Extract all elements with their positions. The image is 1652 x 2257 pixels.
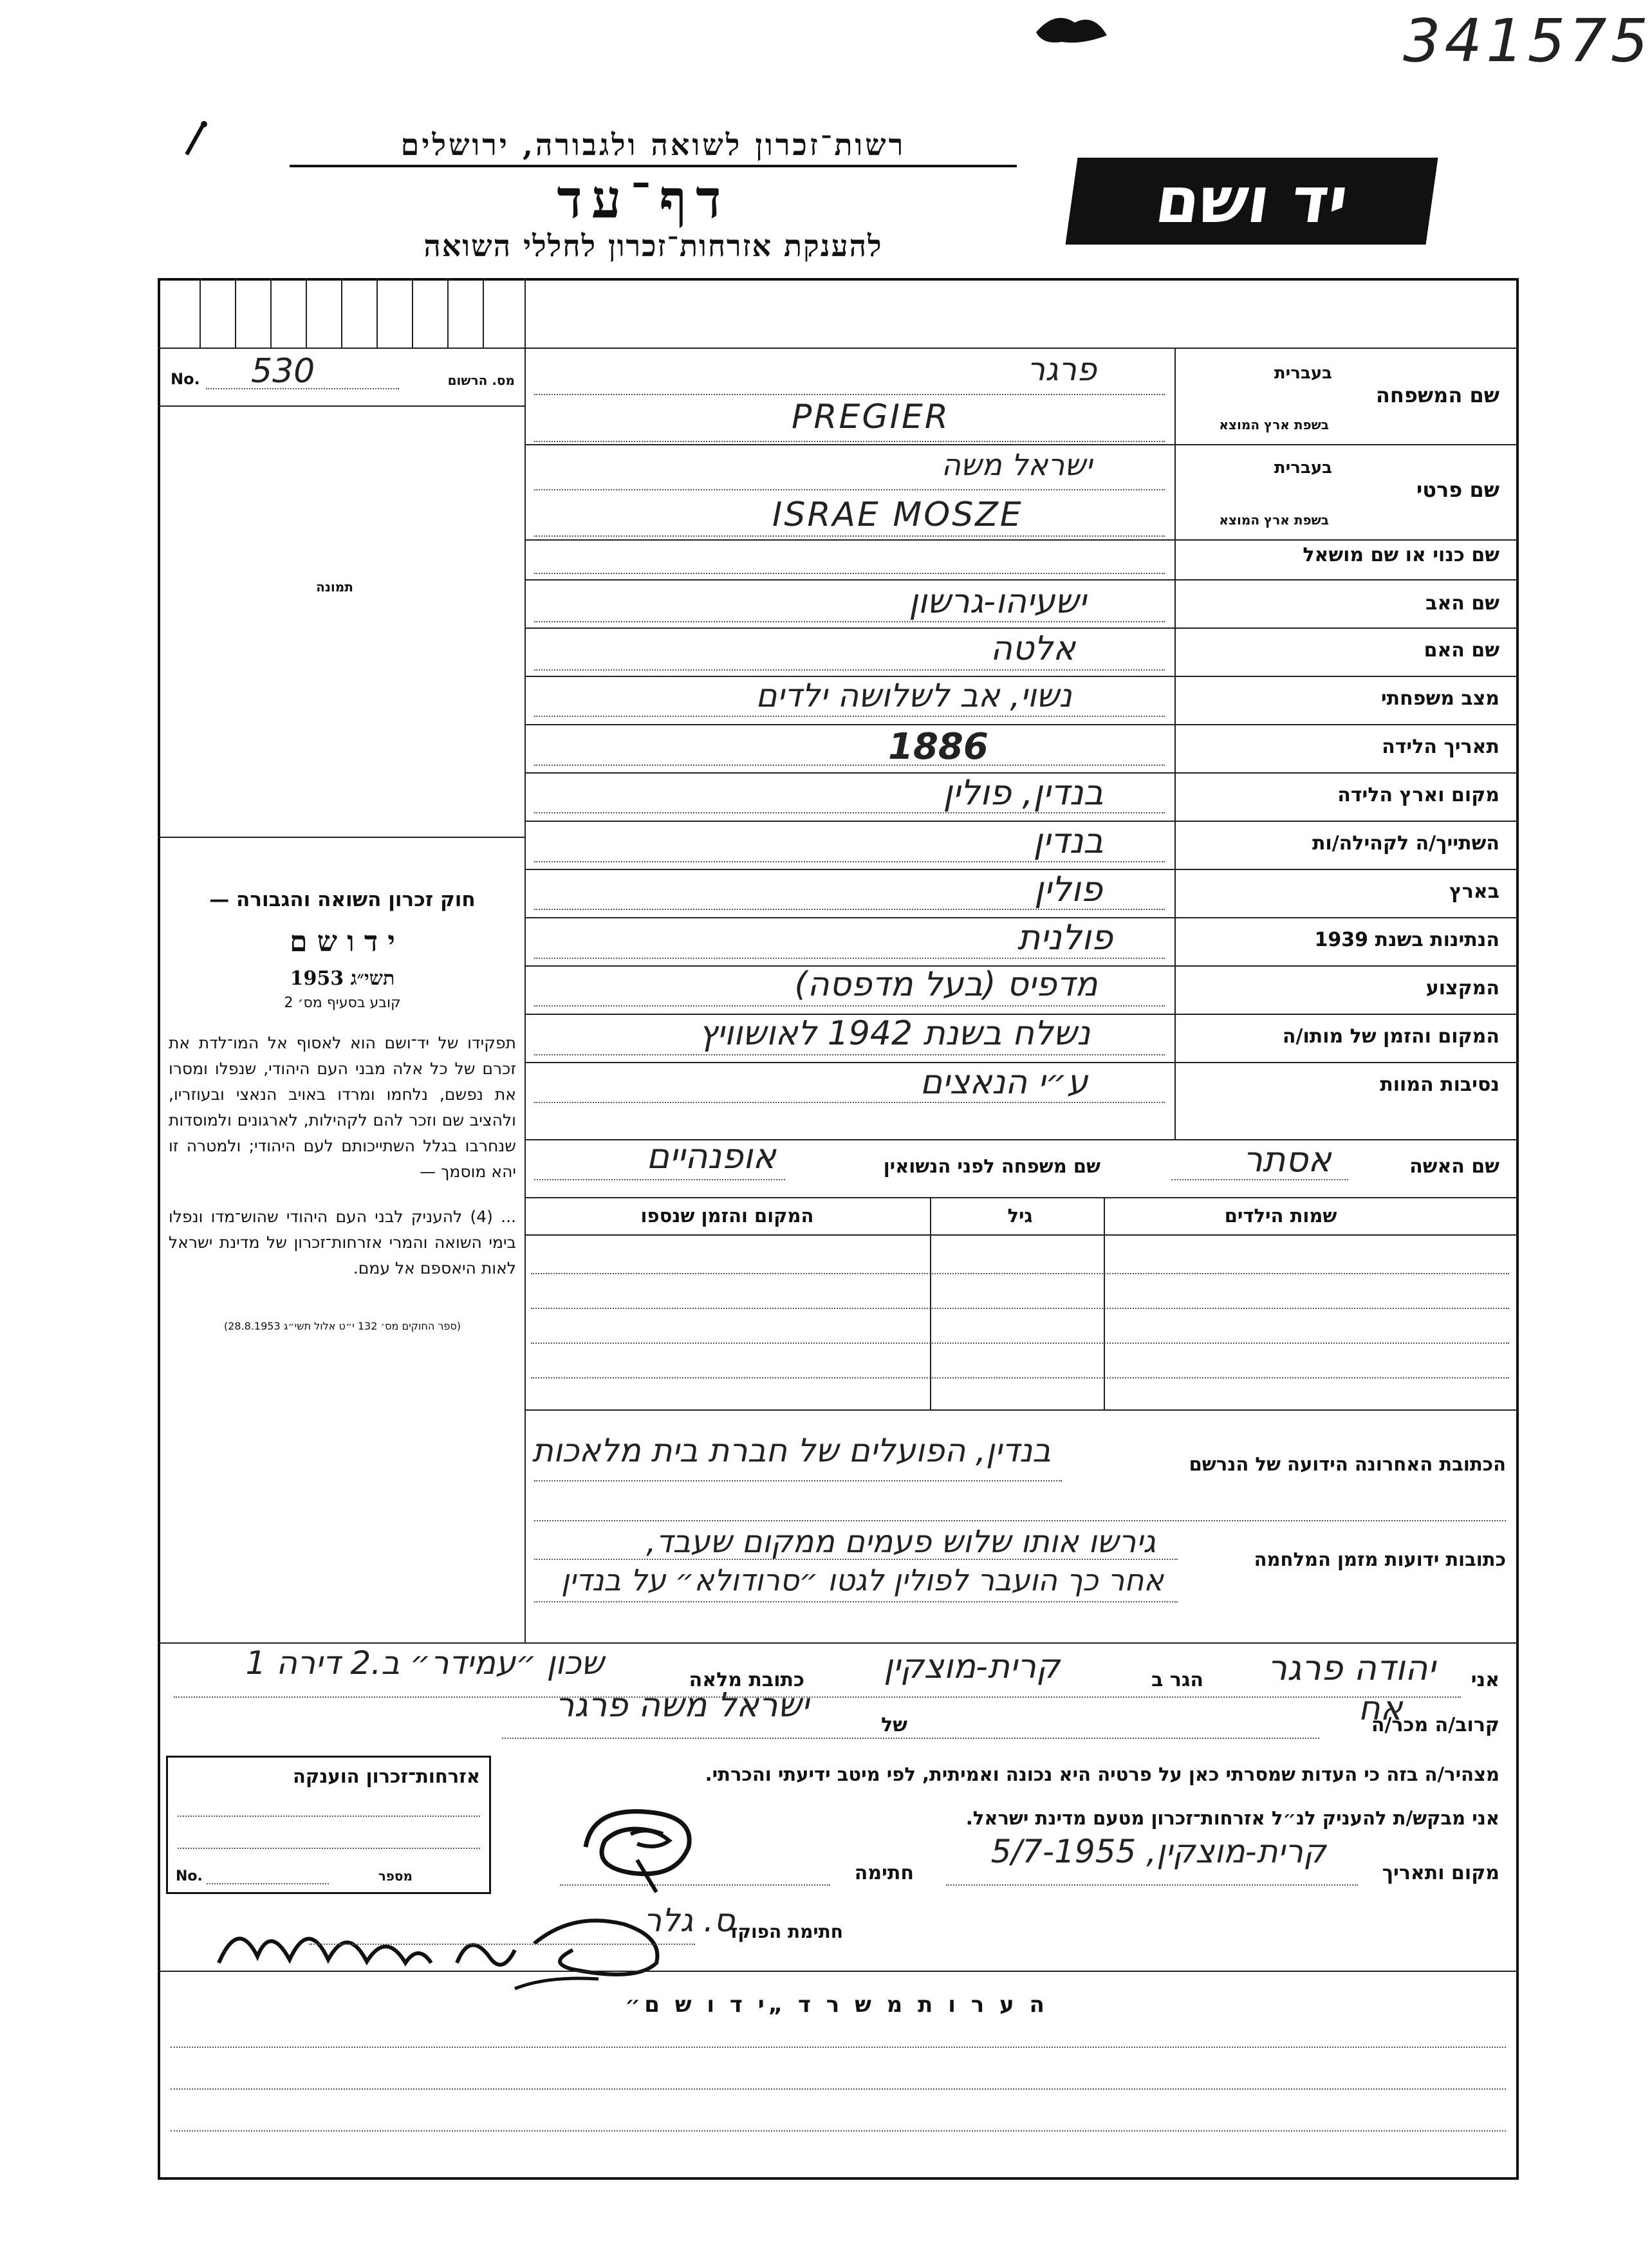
ink-smudge-icon xyxy=(1030,6,1113,54)
address-label: הכתובת האחרונה הידועה של הנרשם xyxy=(1189,1453,1506,1475)
of-value: ישראל משה פרגר xyxy=(555,1686,809,1725)
registration-number: 530 xyxy=(251,352,315,391)
children-header-names: שמות הילדים xyxy=(1224,1205,1337,1227)
surname-hebrew-value: פרגר xyxy=(1026,351,1097,388)
declarant-signature-icon xyxy=(566,1796,721,1901)
community-value: בנדין xyxy=(1033,821,1104,861)
firstname-origin-label: בשפת ארץ המוצא xyxy=(1219,512,1329,528)
of-label: של xyxy=(881,1714,907,1736)
logo-text: יד ושם xyxy=(1151,164,1353,237)
law-year: תשי״ג 1953 xyxy=(290,967,395,990)
profession-value: מדפיס (בעל מדפסה) xyxy=(794,965,1098,1004)
law-name: י ד ו ש ם xyxy=(290,925,395,958)
law-clause: קובע בסעיף מס׳ 2 xyxy=(284,995,401,1011)
birthplace-value: בנדין, פולין xyxy=(943,772,1104,813)
birthdate-label: תאריך הלידה xyxy=(1382,736,1499,758)
registration-label: מס. הרשום xyxy=(447,373,515,388)
declarant-address-label: כתובת מלאה xyxy=(689,1669,804,1691)
citizenship-granted-box xyxy=(166,1756,491,1894)
place-date-label: מקום ותאריך xyxy=(1382,1862,1499,1884)
father-value: ישעיהו-גרשון xyxy=(909,582,1086,621)
death-circumstances-value: ע״י הנאצים xyxy=(920,1063,1088,1102)
firstname-hebrew-value: ישראל משה xyxy=(941,447,1093,482)
wartime-value-1: גירשו אותו שלוש פעמים ממקום שעבד, xyxy=(646,1524,1156,1560)
wartime-label: כתובות ידועות מזמן המלחמה xyxy=(1254,1548,1506,1570)
wife-label: שם האשה xyxy=(1409,1155,1499,1178)
address-value: בנדין, הפועלים של חברת בית מלאכות xyxy=(532,1432,1052,1469)
surname-hebrew-label: בעברית xyxy=(1274,364,1332,383)
children-header-age: גיל xyxy=(1007,1205,1033,1227)
declarant-name: יהודה פרגר xyxy=(1267,1648,1436,1688)
maiden-value: אופנהיים xyxy=(646,1136,776,1176)
place-date-value: קרית-מוצקין, 5/7-1955 xyxy=(990,1833,1326,1870)
registration-box xyxy=(167,352,518,396)
office-notes-title: ה ע ר ו ת מ ש ר ד „י ד ו ש ם״ xyxy=(625,1992,1048,2018)
mother-label: שם האם xyxy=(1424,639,1499,662)
official-signature-label: חתימת הפוקד xyxy=(727,1921,843,1942)
yad-vashem-logo xyxy=(1066,158,1438,245)
maiden-label: שם משפחה לפני הנשואין xyxy=(883,1155,1100,1177)
official-signature-value: ס. גלר xyxy=(644,1902,735,1939)
firstname-hebrew-label: בעברית xyxy=(1274,458,1332,478)
surname-origin-value: PREGIER xyxy=(792,398,950,436)
surname-origin-label: בשפת ארץ המוצא xyxy=(1219,417,1329,432)
surname-label: שם המשפחה xyxy=(1375,383,1499,407)
declarant-resides-label: הגר ב xyxy=(1151,1669,1203,1691)
declaration-text: מצהיר/ה בזה כי העדות שמסרתי כאן על פרטיה היא נכונה ואמיתית, לפי מיטב ידיעתי והכרתי. xyxy=(705,1763,1499,1785)
profession-label: המקצוע xyxy=(1425,977,1499,999)
official-signature-icon xyxy=(212,1905,676,1998)
citizenship-value: פולנית xyxy=(1017,917,1113,958)
firstname-label: שם פרטי xyxy=(1416,478,1499,502)
death-place-label: המקום והזמן של מותו/ה xyxy=(1282,1025,1499,1048)
law-reference: (ספר החוקים מס׳ 132 י״ט אלול תשי״ג 28.8.1953) xyxy=(223,1320,461,1332)
marital-label: מצב משפחתי xyxy=(1380,687,1499,710)
registration-prefix: No. xyxy=(171,370,200,388)
marital-value: נשוי, אב לשלושה ילדים xyxy=(756,677,1072,714)
wife-value: אסתר xyxy=(1243,1139,1332,1180)
father-label: שם האב xyxy=(1425,592,1499,615)
children-header-place: המקום והזמן שנספו xyxy=(640,1205,814,1227)
death-circumstances-label: נסיבות המוות xyxy=(1380,1073,1499,1096)
firstname-origin-value: ISRAE MOSZE xyxy=(772,496,1023,534)
community-label: השתייך/ה לקהילה/ות xyxy=(1312,832,1499,855)
declarant-i-label: אני xyxy=(1471,1669,1499,1691)
birthdate-value: 1886 xyxy=(888,726,988,768)
children-table xyxy=(524,1197,1519,1409)
declarant-address: שכון ״עמידר״ ב.2 דירה 1 xyxy=(245,1644,604,1682)
law-panel xyxy=(169,888,516,1332)
death-place-value: נשלח בשנת 1942 לאושוויץ xyxy=(698,1014,1091,1053)
authority-title: רשות־זכרון לשואה ולגבורה, ירושלים xyxy=(290,127,1017,167)
form-subtitle: להענקת אזרחות־זכרון לחללי השואה xyxy=(423,228,883,263)
request-text: אני מבקש/ת להעניק לנ״ל אזרחות־זכרון מטעם מדינת ישראל. xyxy=(965,1807,1499,1829)
signature-label: חתימה xyxy=(854,1862,914,1884)
law-text-2: ... (4) להעניק לבני העם היהודי שהוש־מדו ונפלו בימי השואה והמרי אזרחות־זכרון של מדינת ישראל לאות היאספם אל עמם. xyxy=(169,1207,516,1277)
country-value: פולין xyxy=(1034,869,1102,909)
country-label: בארץ xyxy=(1449,880,1499,903)
birthplace-label: מקום וארץ הלידה xyxy=(1337,784,1499,806)
relative-label: קרוב/ה מכר/ה xyxy=(1371,1714,1499,1736)
relation-value: אח xyxy=(1358,1689,1403,1728)
citizenship-label: הנתינות בשנת 1939 xyxy=(1314,929,1499,951)
citizenship-box-number-label: מספר xyxy=(378,1868,413,1884)
wartime-value-2: אחר כך הועבר לפולין לגטו ״סרודולא״ על בנדין xyxy=(561,1563,1164,1597)
form-title: דף־עד xyxy=(557,169,730,230)
declarant-city: קרית-מוצקין xyxy=(884,1648,1060,1686)
citizenship-box-title: אזרחות־זכרון הוענקה xyxy=(292,1765,480,1787)
mother-value: אלטה xyxy=(990,629,1075,668)
nickname-label: שם כנוי או שם מושאל xyxy=(1303,544,1499,566)
archive-number: 341575 xyxy=(1403,6,1652,75)
pen-mark-icon xyxy=(183,119,209,160)
law-text: תפקידו של יד־ושם הוא לאסוף אל המו־לדת את זכרם של כל אלה מבני העם היהודי, שנפלו ומסרו את נפשם, נלחמו ומרדו באויב הנאצי ובעוזריו, ולהציב שם וזכר להם לקהילות, לארגונים ולמוסדות שנחרבו בגלל השתייכותם לעם היהודי; ולמטרה זו יהא מוסמך — xyxy=(169,1034,516,1181)
citizenship-box-prefix: No. xyxy=(176,1868,203,1884)
law-title: חוק זכרון השואה והגבורה — xyxy=(209,888,476,911)
photo-label: תמונה xyxy=(316,579,353,595)
